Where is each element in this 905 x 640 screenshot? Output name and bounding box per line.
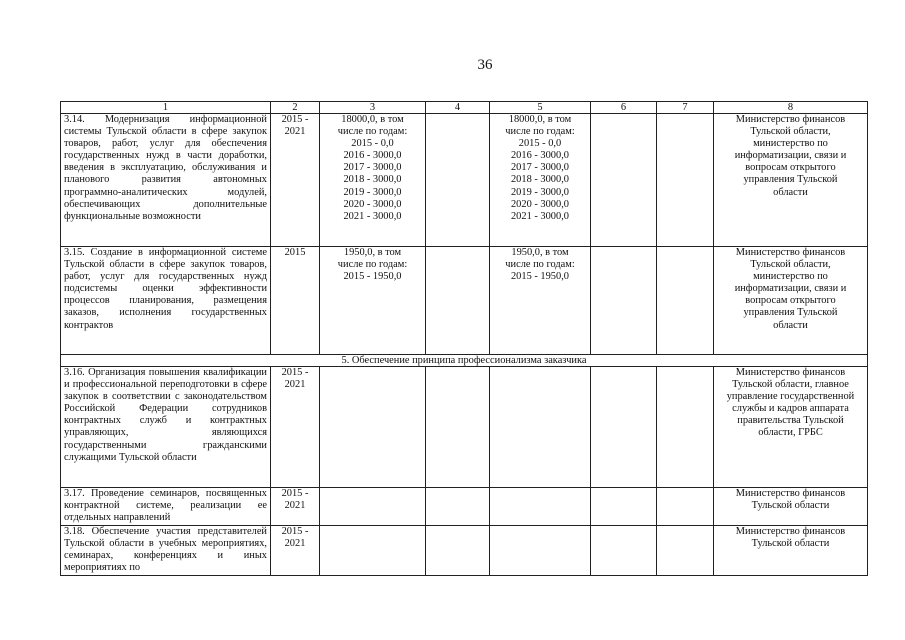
page-number: 36 — [477, 57, 493, 73]
responsible-party: Министерство финансов Тульской области — [714, 488, 868, 526]
activity-period: 2015 — [271, 247, 320, 355]
table-row — [61, 114, 868, 247]
column-number: 3 — [320, 102, 426, 114]
section-header-row — [61, 355, 868, 367]
activity-description: 3.16. Организация повышения квалификации и профессиональной переподготовки в сфере закупок в соответствии с законодательством Российской Федерации сотрудников контрактных служб и контрактных управляющих, являющихся государственными гражданскими служащими Тульской области — [61, 367, 271, 488]
responsible-party: Министерство финансов Тульской области, министерство по информатизации, связи и вопросам открытого управления Тульской области — [714, 114, 868, 247]
table-row — [61, 488, 868, 526]
funding-total — [320, 488, 426, 526]
funding-col6 — [591, 114, 657, 247]
funding-col5 — [490, 367, 591, 488]
funding-col4 — [426, 114, 490, 247]
section-title: 5. Обеспечение принципа профессионализма заказчика — [61, 355, 868, 367]
activity-description: 3.17. Проведение семинаров, посвященных контрактной системе, реализации ее отдельных направлений — [61, 488, 271, 526]
column-number: 2 — [271, 102, 320, 114]
activity-description: 3.15. Создание в информационной системе Тульской области в сфере закупок товаров, работ, услуг для государственных нужд подсистемы оценки эффективности процессов планирования, размещения заказов, исполнения государственных контрактов — [61, 247, 271, 355]
activity-description: 3.14. Модернизация информационной системы Тульской области в сфере закупок товаров, работ, услуг для обеспечения государственных нужд в части доработки, введения в эксплуатацию, обслуживания и планового развития автономных программно-аналитических модулей, обеспечивающих дополнительные функциональные возможности — [61, 114, 271, 247]
table-row — [61, 367, 868, 488]
funding-col4 — [426, 526, 490, 576]
funding-total — [320, 367, 426, 488]
funding-col6 — [591, 247, 657, 355]
table-row — [61, 526, 868, 576]
funding-col7 — [657, 488, 714, 526]
column-number: 1 — [61, 102, 271, 114]
activity-description: 3.18. Обеспечение участия представителей Тульской области в учебных мероприятиях, семинарах, конференциях и иных мероприятиях по — [61, 526, 271, 576]
activity-period: 2015 - 2021 — [271, 488, 320, 526]
column-number: 8 — [714, 102, 868, 114]
funding-col6 — [591, 367, 657, 488]
column-number-row — [61, 102, 868, 114]
funding-col5: 18000,0, в том числе по годам: 2015 - 0,0 2016 - 3000,0 2017 - 3000,0 2018 - 3000,0 2019 - 3000,0 2020 - 3000,0 2021 - 3000,0 — [490, 114, 591, 247]
funding-col6 — [591, 526, 657, 576]
column-number: 4 — [426, 102, 490, 114]
responsible-party: Министерство финансов Тульской области, министерство по информатизации, связи и вопросам открытого управления Тульской области — [714, 247, 868, 355]
column-number: 7 — [657, 102, 714, 114]
funding-col4 — [426, 247, 490, 355]
funding-total: 1950,0, в том числе по годам: 2015 - 1950,0 — [320, 247, 426, 355]
responsible-party: Министерство финансов Тульской области, главное управление государственной службы и кадров аппарата правительства Тульской области, ГРБС — [714, 367, 868, 488]
column-number: 5 — [490, 102, 591, 114]
activity-period: 2015 - 2021 — [271, 526, 320, 576]
activity-table — [60, 101, 868, 576]
table-row — [61, 247, 868, 355]
funding-col7 — [657, 526, 714, 576]
funding-col5 — [490, 526, 591, 576]
funding-col5: 1950,0, в том числе по годам: 2015 - 1950,0 — [490, 247, 591, 355]
funding-total: 18000,0, в том числе по годам: 2015 - 0,0 2016 - 3000,0 2017 - 3000,0 2018 - 3000,0 2019 - 3000,0 2020 - 3000,0 2021 - 3000,0 — [320, 114, 426, 247]
funding-col7 — [657, 114, 714, 247]
activity-period: 2015 - 2021 — [271, 114, 320, 247]
funding-col7 — [657, 367, 714, 488]
funding-col4 — [426, 488, 490, 526]
funding-total — [320, 526, 426, 576]
funding-col4 — [426, 367, 490, 488]
column-number: 6 — [591, 102, 657, 114]
responsible-party: Министерство финансов Тульской области — [714, 526, 868, 576]
funding-col6 — [591, 488, 657, 526]
funding-col7 — [657, 247, 714, 355]
activity-period: 2015 - 2021 — [271, 367, 320, 488]
funding-col5 — [490, 488, 591, 526]
